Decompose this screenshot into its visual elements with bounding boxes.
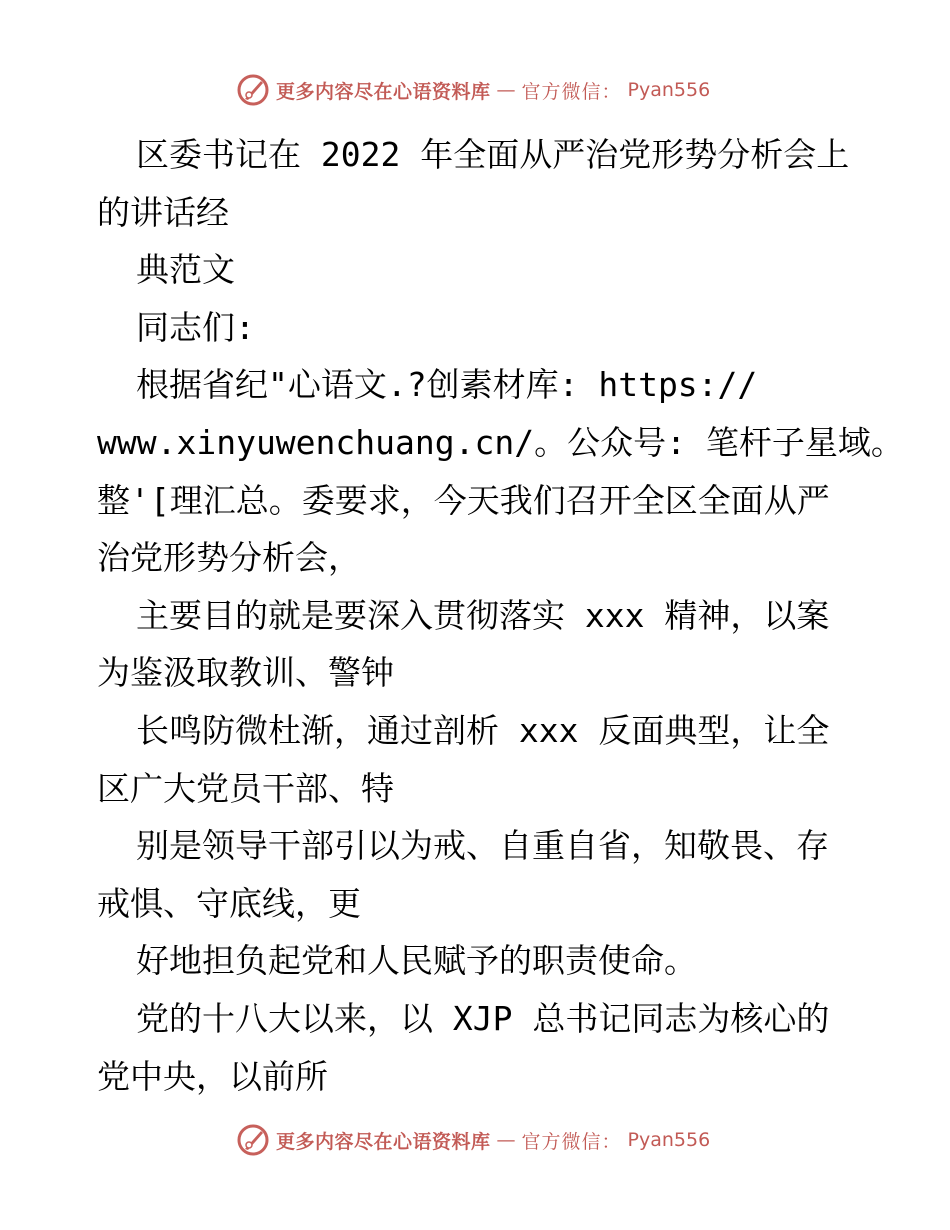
text-line: 主要目的就是要深入贯彻落实 xxx 精神，以案 xyxy=(136,595,830,635)
watermark-main-text: 更多内容尽在心语资料库 xyxy=(276,1130,491,1153)
header-watermark xyxy=(236,72,716,108)
document-body xyxy=(97,126,904,1105)
text-line: 戒惧、守底线，更 xyxy=(97,883,361,923)
text-line: 整'[理汇总。委要求，今天我们召开全区全面从严 xyxy=(97,480,830,520)
watermark-wechat-id: Pyan556 xyxy=(627,79,711,101)
text-line: 区委书记在 2022 年全面从严治党形势分析会上 xyxy=(136,135,850,174)
quill-logo-icon xyxy=(236,73,270,107)
quill-logo-icon xyxy=(236,1123,270,1157)
watermark-contact-label: 官方微信： xyxy=(521,80,622,103)
text-line: 同志们: xyxy=(136,307,255,347)
watermark-contact-label: 官方微信： xyxy=(521,1130,622,1153)
text-line: 为鉴汲取教训、警钟 xyxy=(97,653,394,693)
text-line: 典范文 xyxy=(136,250,235,290)
text-line: 的讲话经 xyxy=(97,192,229,232)
text-line: 别是领导干部引以为戒、自重自省，知敬畏、存 xyxy=(136,826,829,866)
text-line: 区广大党员干部、特 xyxy=(97,768,394,808)
text-line: 长鸣防微杜渐，通过剖析 xxx 反面典型，让全 xyxy=(136,710,830,750)
text-line: 好地担负起党和人民赋予的职责使命。 xyxy=(136,941,697,981)
watermark-dash: — xyxy=(496,79,516,101)
watermark-main-text: 更多内容尽在心语资料库 xyxy=(276,80,491,103)
text-line: 党中央，以前所 xyxy=(97,1056,328,1096)
watermark-wechat-id: Pyan556 xyxy=(627,1129,711,1151)
footer-watermark xyxy=(236,1122,716,1158)
text-line: 根据省纪"心语文.?创素材库: https:// xyxy=(136,365,758,405)
watermark-dash: — xyxy=(496,1129,516,1151)
text-line: www.xinyuwenchuang.cn/。公众号: 笔杆子星域。 xyxy=(97,422,904,462)
text-line: 治党形势分析会， xyxy=(97,538,361,578)
text-line: 党的十八大以来，以 XJP 总书记同志为核心的 xyxy=(136,998,830,1038)
